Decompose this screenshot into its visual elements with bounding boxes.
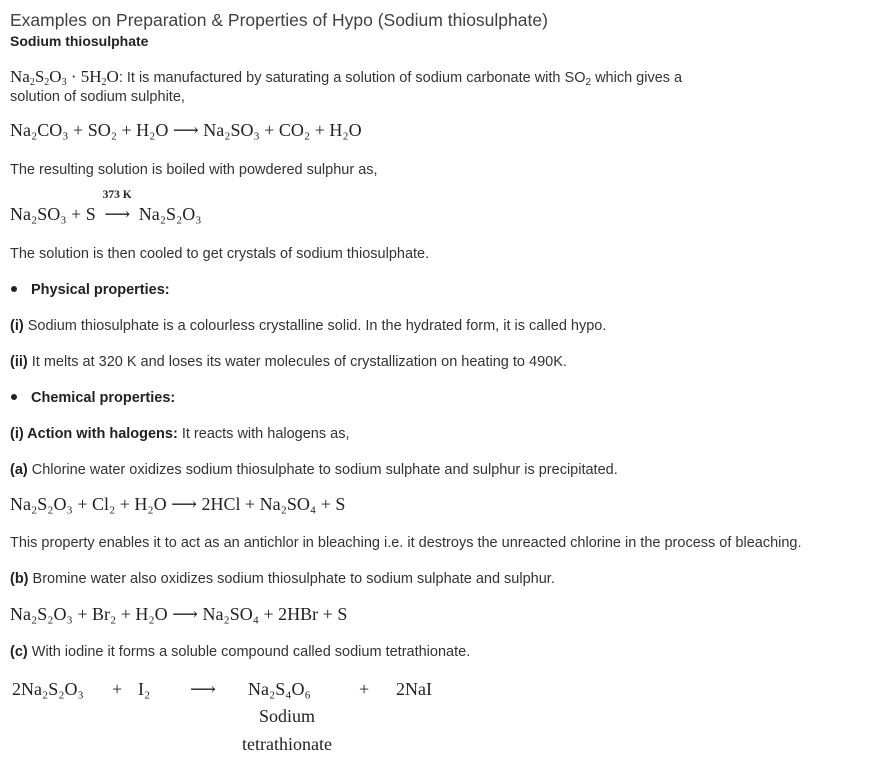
- eq5-plus-1: +: [112, 679, 123, 699]
- paragraph-boiled: The resulting solution is boiled with powdered sulphur as,: [10, 162, 378, 178]
- section-subtitle: Sodium thiosulphate: [10, 33, 149, 49]
- chemical-point-1: (i) Action with halogens: It reacts with halogens as,: [10, 426, 350, 442]
- intro-line-1: $Na_2S_2O_3 \cdot 5H_2O$: It is manufactured by saturating a solution of sodium carbonate with $SO_2$ which gives a: [10, 67, 683, 88]
- reaction-arrow: 373 K ⟶: [100, 204, 134, 225]
- chemical-point-b: (b) Bromine water also oxidizes sodium thiosulphate to sodium sulphate and sulphur.: [10, 571, 555, 587]
- physical-heading: Physical properties:: [10, 282, 170, 298]
- equation-3: Na₂S₂O₃ + Cl₂ + H₂O ⟶ 2HCl + Na₂SO₄ + S: [10, 494, 346, 514]
- physical-point-2: (ii) It melts at 320 K and loses its water molecules of crystallization on heating to 490K.: [10, 354, 567, 370]
- eq5-product-2: 2NaI: [396, 679, 432, 699]
- paragraph-antichlor: This property enables it to act as an antichlor in bleaching i.e. it destroys the unreacted chlorine in the process of bleaching.: [10, 535, 802, 551]
- eq5-reactant-2: I₂: [138, 679, 151, 699]
- page-title: Examples on Preparation & Properties of Hypo (Sodium thiosulphate): [10, 10, 548, 30]
- bullet-icon: [11, 286, 17, 292]
- bullet-icon: [11, 394, 17, 400]
- equation-2: Na₂SO₃ + S 373 K ⟶ Na₂S₂O₃: [10, 189, 202, 224]
- paragraph-cooled: The solution is then cooled to get crystals of sodium thiosulphate.: [10, 246, 430, 262]
- intro-text: : It is manufactured by saturating a solution of sodium carbonate with SO: [118, 70, 586, 86]
- chemical-heading: Chemical properties:: [10, 390, 175, 406]
- chemical-point-a: (a) Chlorine water oxidizes sodium thiosulphate to sodium sulphate and sulphur is precipitated.: [10, 462, 618, 478]
- eq5-product-name-2: tetrathionate: [242, 734, 332, 754]
- eq5-arrow: ⟶: [190, 679, 216, 699]
- eq5-reactant-1: 2Na₂S₂O₃: [12, 679, 84, 699]
- chemical-point-c: (c) With iodine it forms a soluble compound called sodium tetrathionate.: [10, 644, 471, 660]
- intro-line-2: solution of sodium sulphite,: [10, 89, 185, 105]
- eq5-plus-2: +: [359, 679, 370, 699]
- physical-point-1: (i) Sodium thiosulphate is a colourless crystalline solid. In the hydrated form, it is called hypo.: [10, 318, 607, 334]
- equation-4: Na₂S₂O₃ + Br₂ + H₂O ⟶ Na₂SO₄ + 2HBr + S: [10, 604, 348, 624]
- eq5-product-name-1: Sodium: [258, 706, 315, 726]
- eq5-product-1: Na₂S₄O₆: [248, 679, 311, 699]
- arrow-condition: 373 K: [102, 189, 132, 201]
- equation-1: Na₂CO₃ + SO₂ + H₂O ⟶ Na₂SO₃ + CO₂ + H₂O: [10, 120, 362, 140]
- hypo-formula: $Na_2S_2O_3 \cdot 5H_2O$: [10, 67, 119, 88]
